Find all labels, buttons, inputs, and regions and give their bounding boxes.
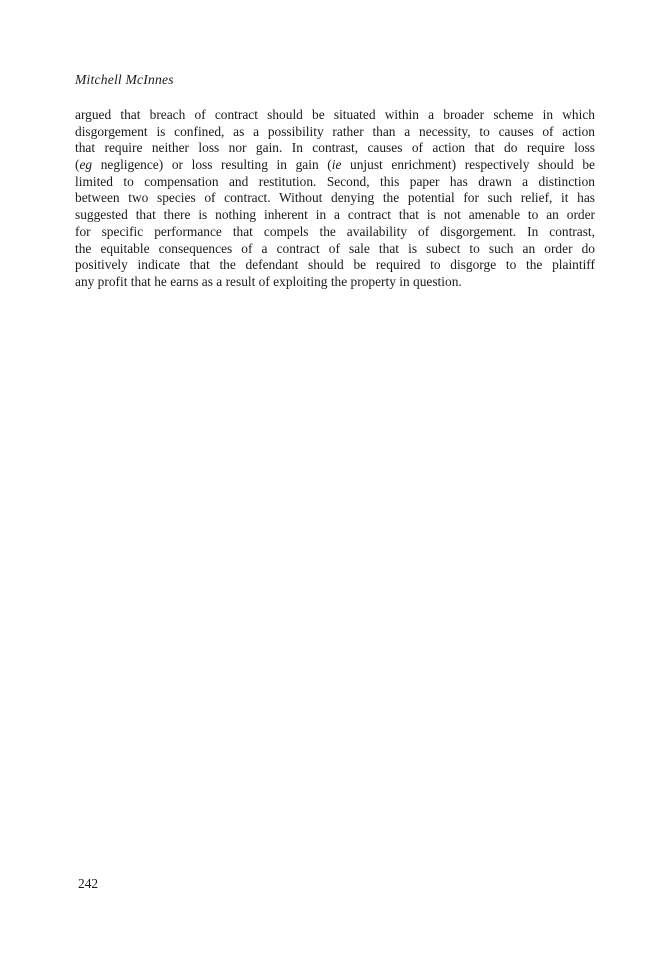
- text-line: positively indicate that the defendant should be required to disgorge to the plaintiff: [75, 257, 595, 273]
- text-line: suggested that there is nothing inherent in a contract that is not amenable to an order: [75, 207, 595, 223]
- page-number: 242: [78, 876, 99, 891]
- body-paragraph: [75, 107, 595, 291]
- text-line: limited to compensation and restitution. Second, this paper has drawn a distinction: [75, 173, 595, 189]
- text-line: any profit that he earns as a result of exploiting the property in question.: [75, 273, 462, 289]
- text-line: argued that breach of contract should be situated within a broader scheme in which: [75, 107, 595, 122]
- text-line: for specific performance that compels the availability of disgorgement. In contrast,: [75, 223, 595, 239]
- text-line: the equitable consequences of a contract of sale that is subect to such an order do: [75, 240, 595, 256]
- text-line: between two species of contract. Without denying the potential for such relief, it has: [75, 190, 595, 206]
- text-line: (eg negligence) or loss resulting in gain (ie unjust enrichment) respectively should be: [75, 157, 596, 173]
- running-header-author: Mitchell McInnes: [75, 72, 174, 87]
- text-line: that require neither loss nor gain. In contrast, causes of action that do require loss: [75, 140, 595, 156]
- text-line: disgorgement is confined, as a possibility rather than a necessity, to causes of action: [75, 123, 595, 139]
